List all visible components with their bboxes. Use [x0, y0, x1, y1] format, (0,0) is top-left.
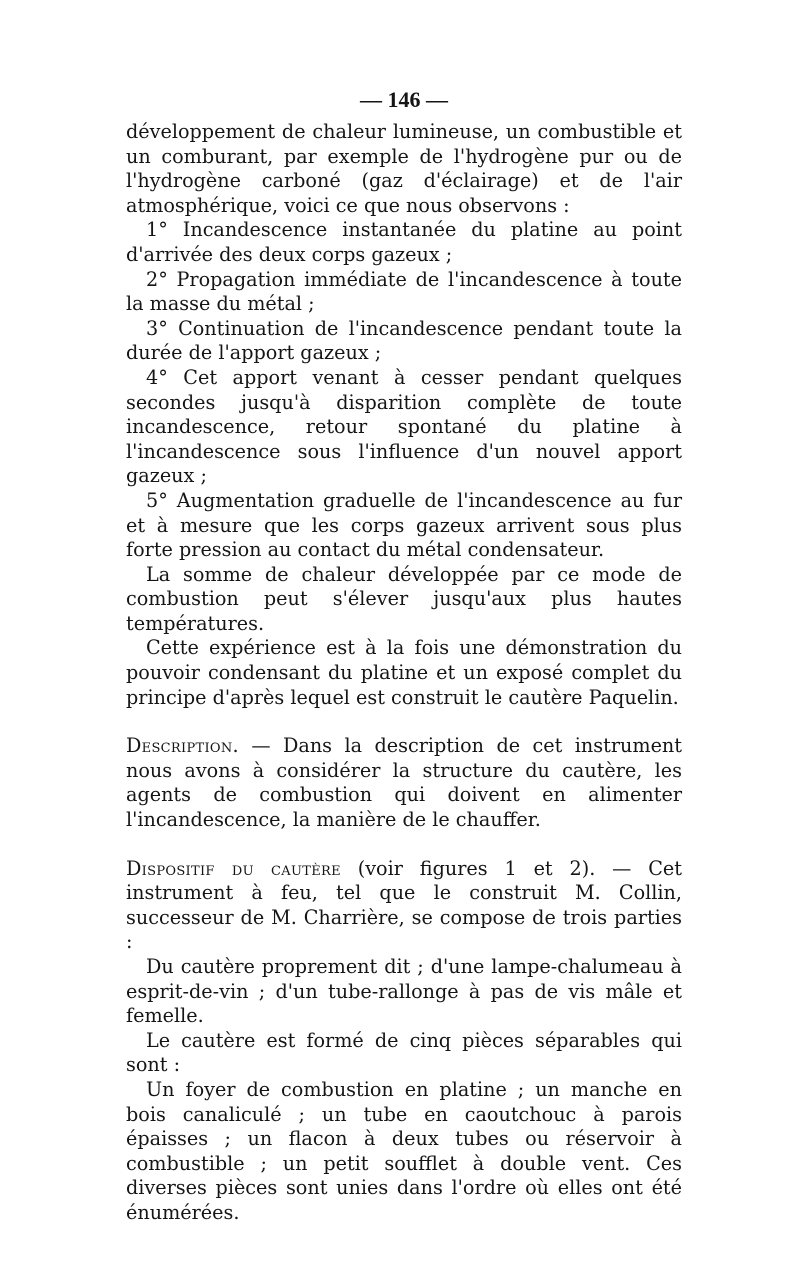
- list-item-2: 2° Propagation immédiate de l'incandescence à toute la masse du métal ;: [126, 267, 682, 316]
- paragraph-parts: Du cautère proprement dit ; d'une lampe-chalumeau à esprit-de-vin ; d'un tube-rallonge à pas de vis mâle et femelle.: [126, 955, 682, 1028]
- paragraph-description: [126, 734, 682, 832]
- list-item-1: 1° Incandescence instantanée du platine au point d'arrivée des deux corps gazeux ;: [126, 218, 682, 266]
- list-item-4: 4° Cet apport venant à cesser pendant quelques secondes jusqu'à disparition complète de toute incandescence, retour spontané du platine à l'incandescence sous l'influence d'un nouvel apport gazeux ;: [126, 365, 682, 488]
- list-item-3: 3° Continuation de l'incandescence pendant toute la durée de l'apport gazeux ;: [126, 316, 682, 365]
- paragraph-pieces-list: Un foyer de combustion en platine ; un manche en bois canaliculé ; un tube en caoutchouc à parois épaisses ; un flacon à deux tubes ou réservoir à combustible ; un petit soufflet à double vent. Ces diverses pièces sont unies dans l'ordre où elles ont été énumérées.: [126, 1077, 682, 1224]
- section-gap: [126, 710, 682, 734]
- paragraph-intro: développement de chaleur lumineuse, un combustible et un comburant, par exemple de l'hydrogène pur ou de l'hydrogène carboné (gaz d'éclairage) et de l'air atmosphérique, voici ce que nous observons :: [126, 120, 682, 217]
- paragraph-experience: Cette expérience est à la fois une démonstration du pouvoir condensant du platine et un exposé complet du principe d'après lequel est construit le cautère Paquelin.: [126, 636, 682, 709]
- paragraph-five-pieces: Le cautère est formé de cinq pièces séparables qui sont :: [126, 1028, 682, 1077]
- paragraph-dispositif: [126, 857, 682, 955]
- list-item-5: 5° Augmentation graduelle de l'incandescence au fur et à mesure que les corps gazeux arrivent sous plus forte pression au contact du métal condensateur.: [126, 488, 682, 562]
- section-heading-description: Description.: [126, 734, 239, 758]
- section-heading-dispositif: Dispositif du cautère: [126, 856, 341, 880]
- paragraph-somme: La somme de chaleur développée par ce mode de combustion peut s'élever jusqu'aux plus hautes températures.: [126, 562, 682, 635]
- book-page: [126, 88, 682, 1226]
- page-number: — 146 —: [360, 87, 448, 112]
- paragraph-dispositif-text: (voir figures 1 et 2). — Cet instrument à feu, tel que le construit M. Collin, successeur de M. Charrière, se compose de trois parties :: [126, 856, 682, 954]
- paragraph-description-text: — Dans la description de cet instrument nous avons à considérer la structure du cautère, les agents de combustion qui doivent en alimenter l'incandescence, la manière de le chauffer.: [126, 734, 682, 832]
- section-gap: [126, 833, 682, 857]
